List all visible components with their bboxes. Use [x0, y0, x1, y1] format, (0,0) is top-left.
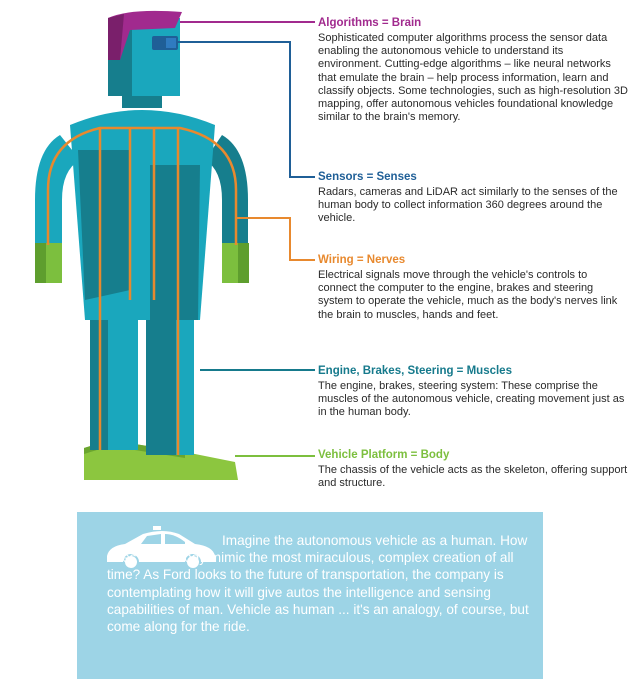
legend-text-body: The chassis of the vehicle acts as the skeleton, offering support and structure.: [318, 464, 628, 490]
legend-text-brain: Sophisticated computer algorithms process the sensor data enabling the autonomous vehicle to understand its environment. Cutting-edge algorithms – like neural networks that emulate the brain – help process information, learn and classify objects. Some technologies, such as high-resolution 3D mapping, offer autonomous vehicles foundational knowledge similar to the brain's memory.: [318, 32, 628, 124]
legend-title-nerves: Wiring = Nerves: [318, 254, 406, 266]
legend-item-body: [318, 448, 628, 490]
legend-item-nerves: [318, 253, 628, 322]
legend-item-muscles: [318, 364, 628, 420]
legend-title-senses: Sensors = Senses: [318, 171, 417, 183]
sensor-lens-shine: [166, 38, 176, 48]
legend-text-senses: Radars, cameras and LiDAR act similarly to the senses of the human body to collect information 360 degrees around the vehicle.: [318, 186, 618, 225]
legend-title-brain: Algorithms = Brain: [318, 17, 422, 29]
intro-text: Imagine the autonomous vehicle as a human. How does technology mimic the most miraculous, complex creation of all time? As Ford looks to the future of transportation, the company is contemplating how it will give autos the intelligence and sensing capabilities of man. Vehicle as human ... it's an analogy, of course, but come along for the ride.: [107, 533, 529, 635]
legend-text-muscles: The engine, brakes, steering system: These comprise the muscles of the autonomous vehicle, creating movement just as in the human body.: [318, 380, 625, 419]
legend-title-muscles: Engine, Brakes, Steering = Muscles: [318, 365, 512, 377]
intro-box: [77, 512, 543, 679]
legend-text-nerves: Electrical signals move through the vehicle's controls to connect the computer to the engine, brakes and steering system to operate the vehicle, much as the body's nerves link the brain to muscles, hands and feet.: [318, 269, 618, 321]
legend-item-senses: [318, 170, 628, 226]
left-hand-shade: [35, 243, 46, 283]
torso-shade-left: [78, 150, 130, 300]
right-hand-shade: [238, 243, 249, 283]
torso-shade: [150, 165, 200, 320]
legend-title-body: Vehicle Platform = Body: [318, 449, 450, 461]
legend-item-brain: [318, 16, 628, 124]
